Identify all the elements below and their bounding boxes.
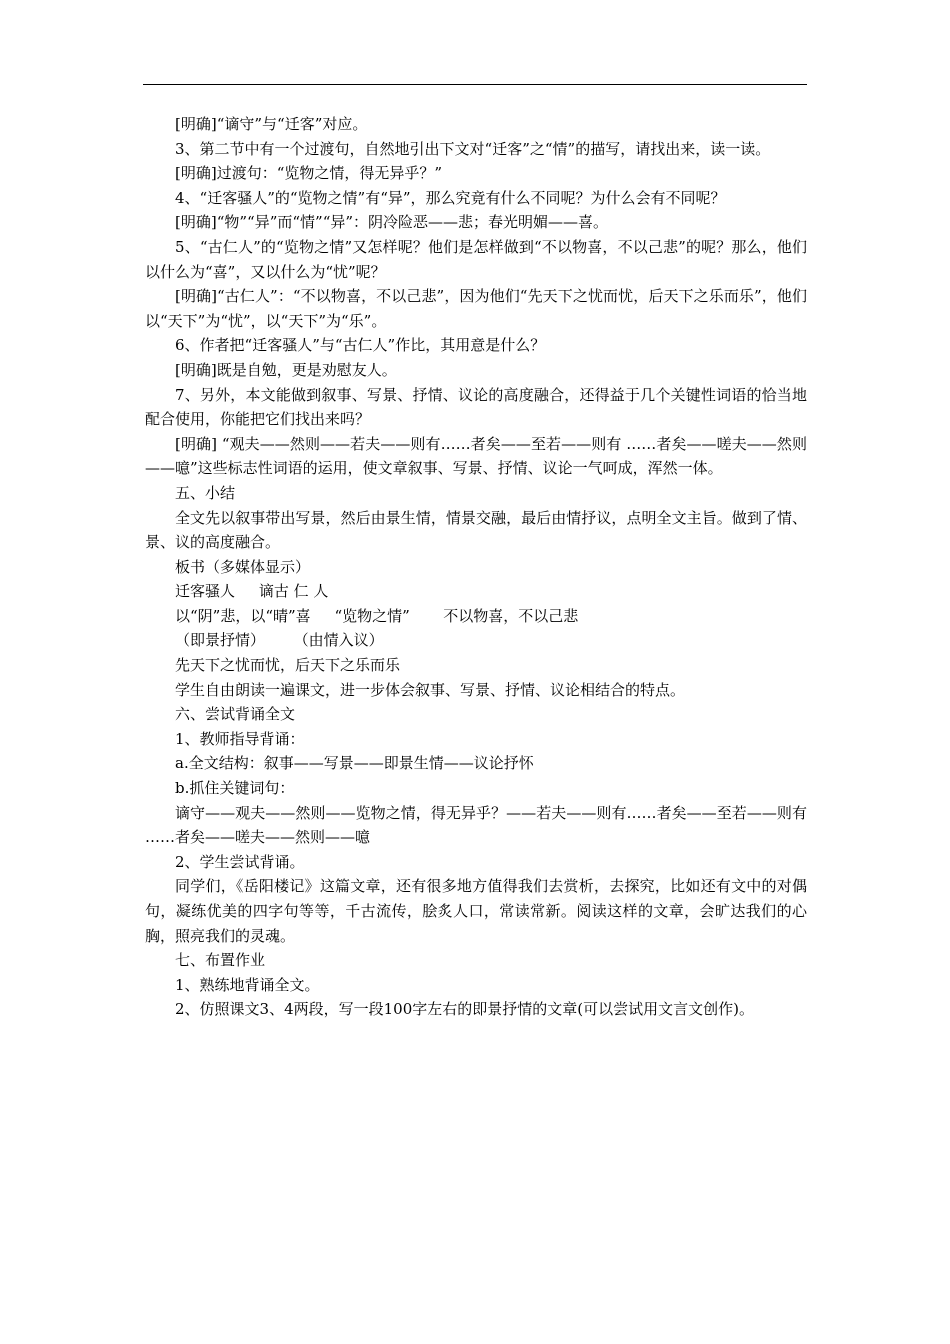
- paragraph-answer-5: [明确]“古仁人”：“不以物喜，不以己悲”，因为他们“先天下之忧而忧，后天下之乐而乐”，他们以“天下”为“忧”，以“天下”为“乐”。: [145, 287, 807, 330]
- paragraph-answer-7: [明确] “观夫——然则——若夫——则有……者矣——至若——则有 ……者矣——嗟夫——然则——噫”这些标志性词语的运用，使文章叙事、写景、抒情、议论一气呵成，浑然一体。: [145, 434, 807, 478]
- board-line-1: 迁客骚人 谪古 仁 人: [175, 582, 329, 601]
- board-line-4: 先天下之忧而忧，后天下之乐而乐: [175, 656, 401, 675]
- paragraph-recite-1: 1、教师指导背诵：: [175, 729, 305, 748]
- homework-item-1: 1、熟练地背诵全文。: [175, 975, 320, 994]
- paragraph-question-5: 5、“古仁人”的“览物之情”又怎样呢？他们是怎样做到“不以物喜，不以己悲”的呢？那么，他们以什么为“喜”，又以什么为“忧”呢？: [145, 237, 807, 281]
- paragraph-question-7: 7、另外，本文能做到叙事、写景、抒情、议论的高度融合，还得益于几个关键性词语的恰当地配合使用，你能把它们找出来吗？: [145, 385, 807, 429]
- section-heading-homework: 七、布置作业: [175, 951, 266, 970]
- paragraph-answer-6: [明确]既是自勉，更是劝慰友人。: [175, 360, 397, 379]
- header-rule: [143, 84, 807, 85]
- paragraph-recite-a: a.全文结构：叙事——写景——即景生情——议论抒怀: [175, 754, 534, 773]
- paragraph-answer-3: [明确]过渡句：“览物之情，得无异乎？”: [175, 164, 443, 183]
- section-heading-summary: 五、小结: [175, 483, 236, 502]
- document-body: [145, 112, 812, 1022]
- homework-item-2: 2、仿照课文3、4两段，写一段100字左右的即景抒情的文章(可以尝试用文言文创作)。: [175, 1000, 754, 1019]
- paragraph-reading: 学生自由朗读一遍课文，进一步体会叙事、写景、抒情、议论相结合的特点。: [175, 680, 686, 699]
- board-heading: 板书（多媒体显示）: [175, 557, 311, 576]
- section-heading-recite: 六、尝试背诵全文: [175, 705, 296, 724]
- paragraph-question-6: 6、作者把“迁客骚人”与“古仁人”作比，其用意是什么？: [175, 336, 546, 355]
- board-line-2: 以“阴”悲，以“晴”喜 “览物之情” 不以物喜，不以己悲: [175, 606, 579, 625]
- paragraph-question-3: 3、第二节中有一个过渡句，自然地引出下文对“迁客”之“情”的描写，请找出来，读一读。: [175, 139, 771, 158]
- paragraph-answer-4: [明确]“物”“异”而“情”“异”：阴冷险恶——悲；春光明媚——喜。: [175, 213, 609, 232]
- paragraph-conclusion: 同学们，《岳阳楼记》这篇文章，还有很多地方值得我们去赏析，去探究，比如还有文中的对偶句，凝练优美的四字句等等，千古流传，脍炙人口，常读常新。阅读这样的文章，会旷达我们的心胸，照亮我们的灵魂。: [145, 877, 807, 945]
- paragraph-keywords: 谪守——观夫——然则——览物之情，得无异乎？——若夫——则有……者矣——至若——则有 ……者矣——嗟夫——然则——噫: [145, 803, 812, 847]
- paragraph-summary: 全文先以叙事带出写景，然后由景生情，情景交融，最后由情抒议，点明全文主旨。做到了情、景、议的高度融合。: [145, 508, 807, 552]
- board-line-3: （即景抒情） （由情入议）: [175, 631, 384, 650]
- paragraph-mingque-dishou: [明确]“谪守”与“迁客”对应。: [175, 115, 368, 133]
- paragraph-recite-b: b.抓住关键词句：: [175, 779, 295, 798]
- paragraph-recite-2: 2、学生尝试背诵。: [175, 852, 305, 871]
- paragraph-question-4: 4、“迁客骚人”的“览物之情”有“异”，那么究竟有什么不同呢？为什么会有不同呢？: [175, 188, 726, 207]
